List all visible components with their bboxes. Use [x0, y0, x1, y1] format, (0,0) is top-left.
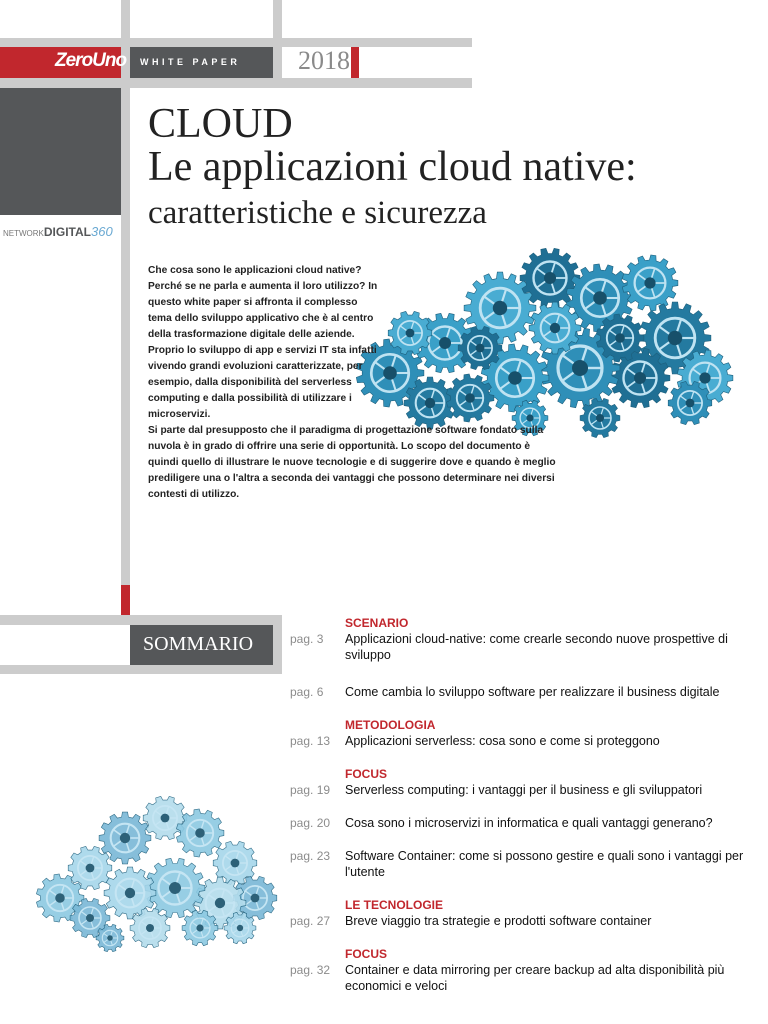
frame-horizontal-line-3 — [0, 615, 282, 625]
title-line-2: Le applicazioni cloud native: — [148, 144, 637, 190]
dark-block — [0, 88, 121, 215]
page-number: pag. 19 — [290, 783, 331, 797]
toc-section-scenario — [290, 615, 760, 663]
page-number: pag. 6 — [290, 685, 324, 699]
toc-entry[interactable] — [290, 962, 760, 994]
toc-section-focus — [290, 766, 760, 798]
section-title: LE TECNOLOGIE — [345, 898, 444, 912]
network-prefix: NETWORK — [3, 229, 44, 238]
toc-entry[interactable] — [290, 631, 760, 663]
network-number: 360 — [91, 224, 113, 239]
gear-icon — [622, 255, 678, 311]
toc-section-2 — [290, 684, 760, 700]
gear-icon — [130, 908, 170, 947]
entry-text: Applicazioni serverless: cosa sono e come si proteggono — [345, 734, 660, 748]
toc-section-metodologia — [290, 717, 760, 749]
gear-icon — [176, 809, 224, 857]
intro-text — [148, 263, 558, 503]
frame-horizontal-line — [0, 38, 472, 47]
page-number: pag. 20 — [290, 816, 331, 830]
entry-text: Applicazioni cloud-native: come crearle secondo nuove prospettive di sviluppo — [345, 632, 728, 662]
page-number: pag. 32 — [290, 963, 331, 977]
toc-entry[interactable] — [290, 684, 760, 700]
page-number: pag. 27 — [290, 914, 331, 928]
title-line-1: CLOUD — [148, 101, 293, 147]
intro-paragraph-wide: Si parte dal presupposto che il paradigma di progettazione software fondato sulla nuvola è in grado di offrire una serie di opportunità. Lo scopo del documento è quindi quello di illustrare le nuove tecnologie e di suggerire dove e quando è meglio prediligere una o l'altra a seconda dei vantaggi che possono determinare nei diversi contesti di utilizzo. — [148, 425, 556, 500]
sommario-label: SOMMARIO — [143, 633, 254, 655]
frame-horizontal-line-2 — [0, 78, 472, 88]
intro-paragraph-narrow: Che cosa sono le applicazioni cloud native? Perché se ne parla e aumenta il loro utilizzo? In questo white paper si affronta il complesso tema dello sviluppo applicativo che è al centro della trasformazione digitale delle aziende. Proprio lo sviluppo di app e servizi IT sta infatti vivendo grandi evoluzioni caratterizzate, per esempio, dalla disponibilità del serverless computing e dalla possibilità di utilizzare i microservizi. — [148, 265, 378, 420]
doc-type-label: WHITE PAPER — [140, 57, 241, 67]
entry-text: Container e data mirroring per creare backup ad alta disponibilità più economici e veloci — [345, 963, 725, 993]
toc-entry[interactable] — [290, 913, 760, 929]
toc-section-focus-2 — [290, 946, 760, 994]
toc-section-5 — [290, 815, 760, 831]
frame-vertical-line-sommario — [273, 625, 282, 665]
frame-red-accent — [121, 585, 130, 615]
network-digital360-logo — [3, 224, 113, 239]
frame-vertical-line — [121, 0, 130, 615]
toc-entry[interactable] — [290, 815, 760, 831]
entry-text: Cosa sono i microservizi in informatica e quali vantaggi generano? — [345, 816, 713, 830]
frame-horizontal-line-4 — [0, 665, 282, 674]
table-of-contents — [290, 615, 760, 994]
page-number: pag. 13 — [290, 734, 331, 748]
entry-text: Come cambia lo sviluppo software per realizzare il business digitale — [345, 685, 720, 699]
toc-section-6 — [290, 848, 760, 880]
section-title: METODOLOGIA — [345, 718, 436, 732]
section-title: SCENARIO — [345, 616, 409, 630]
toc-entry[interactable] — [290, 733, 760, 749]
page-number: pag. 23 — [290, 849, 331, 863]
toc-entry[interactable] — [290, 848, 760, 880]
year-label: 2018 — [298, 46, 350, 75]
toc-section-tecnologie — [290, 897, 760, 929]
zerouno-logo: ZeroUno — [55, 50, 127, 71]
title-line-3: caratteristiche e sicurezza — [148, 195, 487, 231]
entry-text: Breve viaggio tra strategie e prodotti software container — [345, 914, 652, 928]
toc-entry[interactable] — [290, 782, 760, 798]
year-red-accent — [351, 47, 359, 78]
entry-text: Software Container: come si possono gestire e quali sono i vantaggi per l'utente — [345, 849, 744, 879]
network-brand: DIGITAL — [43, 225, 91, 239]
section-title: FOCUS — [345, 947, 387, 961]
page-number: pag. 3 — [290, 632, 324, 646]
small-gear-cloud-illustration — [30, 778, 280, 973]
entry-text: Serverless computing: i vantaggi per il business e gli sviluppatori — [345, 783, 703, 797]
section-title: FOCUS — [345, 767, 387, 781]
